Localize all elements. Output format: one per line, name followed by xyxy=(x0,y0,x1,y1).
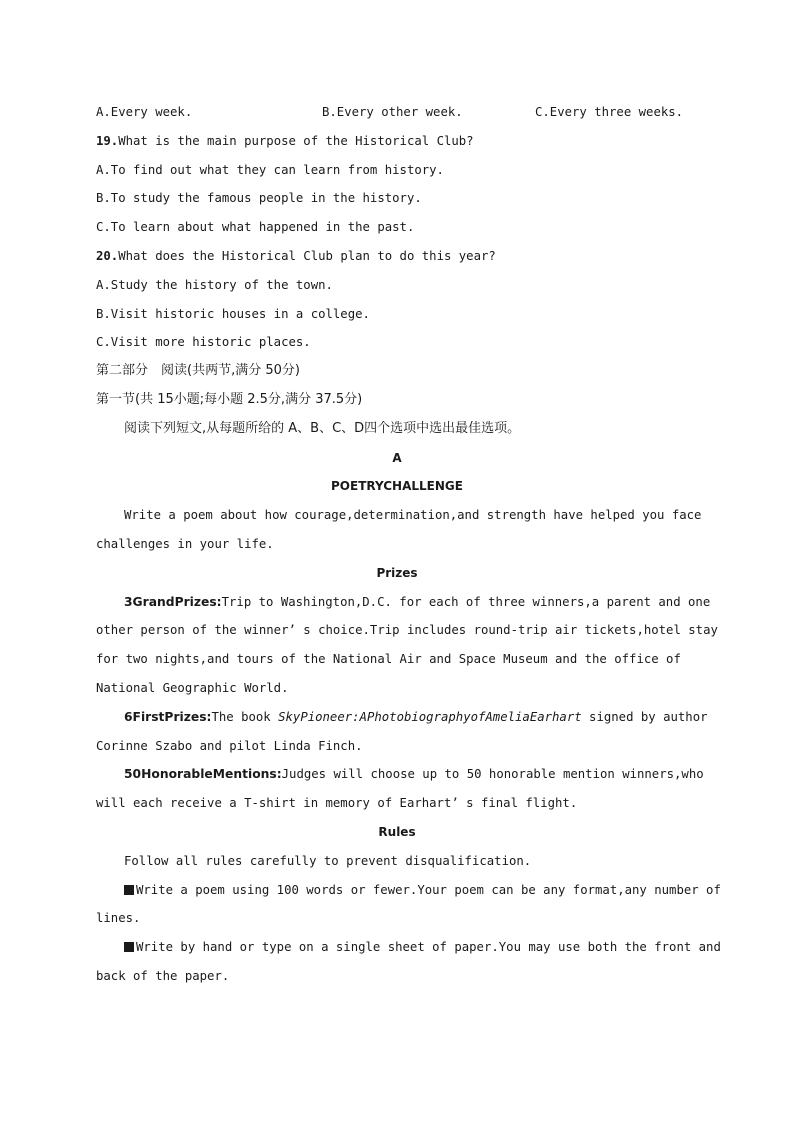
grand-prize-line-4: National Geographic World. xyxy=(96,680,289,695)
first-prize-label: 6FirstPrizes: xyxy=(124,709,212,724)
first-prize-line-1 xyxy=(96,703,708,732)
q19-option-c: C.To learn about what happened in the past. xyxy=(96,220,415,235)
honorable-line-2: will each receive a T-shirt in memory of Earhart’ s final flight. xyxy=(96,796,578,811)
q20-question xyxy=(96,242,698,271)
q18-option-a: A.Every week. xyxy=(96,105,193,119)
first-prize-post: signed by author xyxy=(581,709,708,724)
q20-text: What does the Historical Club plan to do this year? xyxy=(118,248,496,263)
first-prize-line-2: Corinne Szabo and pilot Linda Finch. xyxy=(96,738,363,753)
honorable-line-1 xyxy=(96,760,704,789)
q19-number: 19. xyxy=(96,133,119,148)
q20-option-b: B.Visit historic houses in a college. xyxy=(96,306,370,321)
bullet-square-icon xyxy=(124,942,134,952)
rule-2-text-1: Write by hand or type on a single sheet of paper.You may use both the front and xyxy=(136,940,721,955)
grand-prize-label: 3GrandPrizes: xyxy=(124,594,222,609)
rules-heading: Rules xyxy=(378,824,416,839)
grand-prize-line-1 xyxy=(96,588,711,617)
first-prize-pre: The book xyxy=(211,709,279,724)
intro-line-1: Write a poem about how courage,determination,and strength have helped you face xyxy=(124,508,702,523)
part2-title: 第二部分 阅读(共两节,满分 50分) xyxy=(96,363,300,379)
intro-line-2: challenges in your life. xyxy=(96,536,274,551)
grand-prize-line-3: for two nights,and tours of the National Air and Space Museum and the office of xyxy=(96,652,681,667)
honorable-text-1: Judges will choose up to 50 honorable mention winners,who xyxy=(281,767,704,782)
prizes-heading: Prizes xyxy=(376,565,418,580)
passage-title: POETRYCHALLENGE xyxy=(331,479,463,494)
passage-letter: A xyxy=(392,450,402,465)
q20-number: 20. xyxy=(96,248,119,263)
rule-1-text-1: Write a poem using 100 words or fewer.Your poem can be any format,any number of xyxy=(136,882,721,897)
reading-instruction: 阅读下列短文,从每题所给的 A、B、C、D四个选项中选出最佳选项。 xyxy=(124,420,521,436)
grand-prize-line-2: other person of the winner’ s choice.Trip includes round-trip air tickets,hotel stay xyxy=(96,623,718,638)
grand-prize-text-1: Trip to Washington,D.C. for each of three winners,a parent and one xyxy=(221,594,711,609)
rules-intro: Follow all rules carefully to prevent disqualification. xyxy=(124,853,532,868)
book-title: SkyPioneer:APhotobiographyofAmeliaEarhart xyxy=(278,709,582,724)
q18-option-c: C.Every three weeks. xyxy=(535,105,684,119)
q18-option-b: B.Every other week. xyxy=(322,105,463,119)
q19-option-b: B.To study the famous people in the history. xyxy=(96,191,422,206)
rule-2-line-1 xyxy=(96,933,721,962)
q20-option-a: A.Study the history of the town. xyxy=(96,277,333,292)
bullet-square-icon xyxy=(124,885,134,895)
q20-option-c: C.Visit more historic places. xyxy=(96,335,311,350)
q18-options xyxy=(96,98,698,127)
section1-title: 第一节(共 15小题;每小题 2.5分,满分 37.5分) xyxy=(96,391,363,407)
q19-option-a: A.To find out what they can learn from history. xyxy=(96,162,444,177)
rule-2-line-2: back of the paper. xyxy=(96,968,230,983)
rule-1-line-2: lines. xyxy=(96,911,141,926)
q19-text: What is the main purpose of the Historical Club? xyxy=(118,133,474,148)
document-page xyxy=(96,98,721,991)
honorable-label: 50HonorableMentions: xyxy=(124,767,282,782)
q19-question xyxy=(96,127,698,156)
rule-1-line-1 xyxy=(96,876,721,905)
